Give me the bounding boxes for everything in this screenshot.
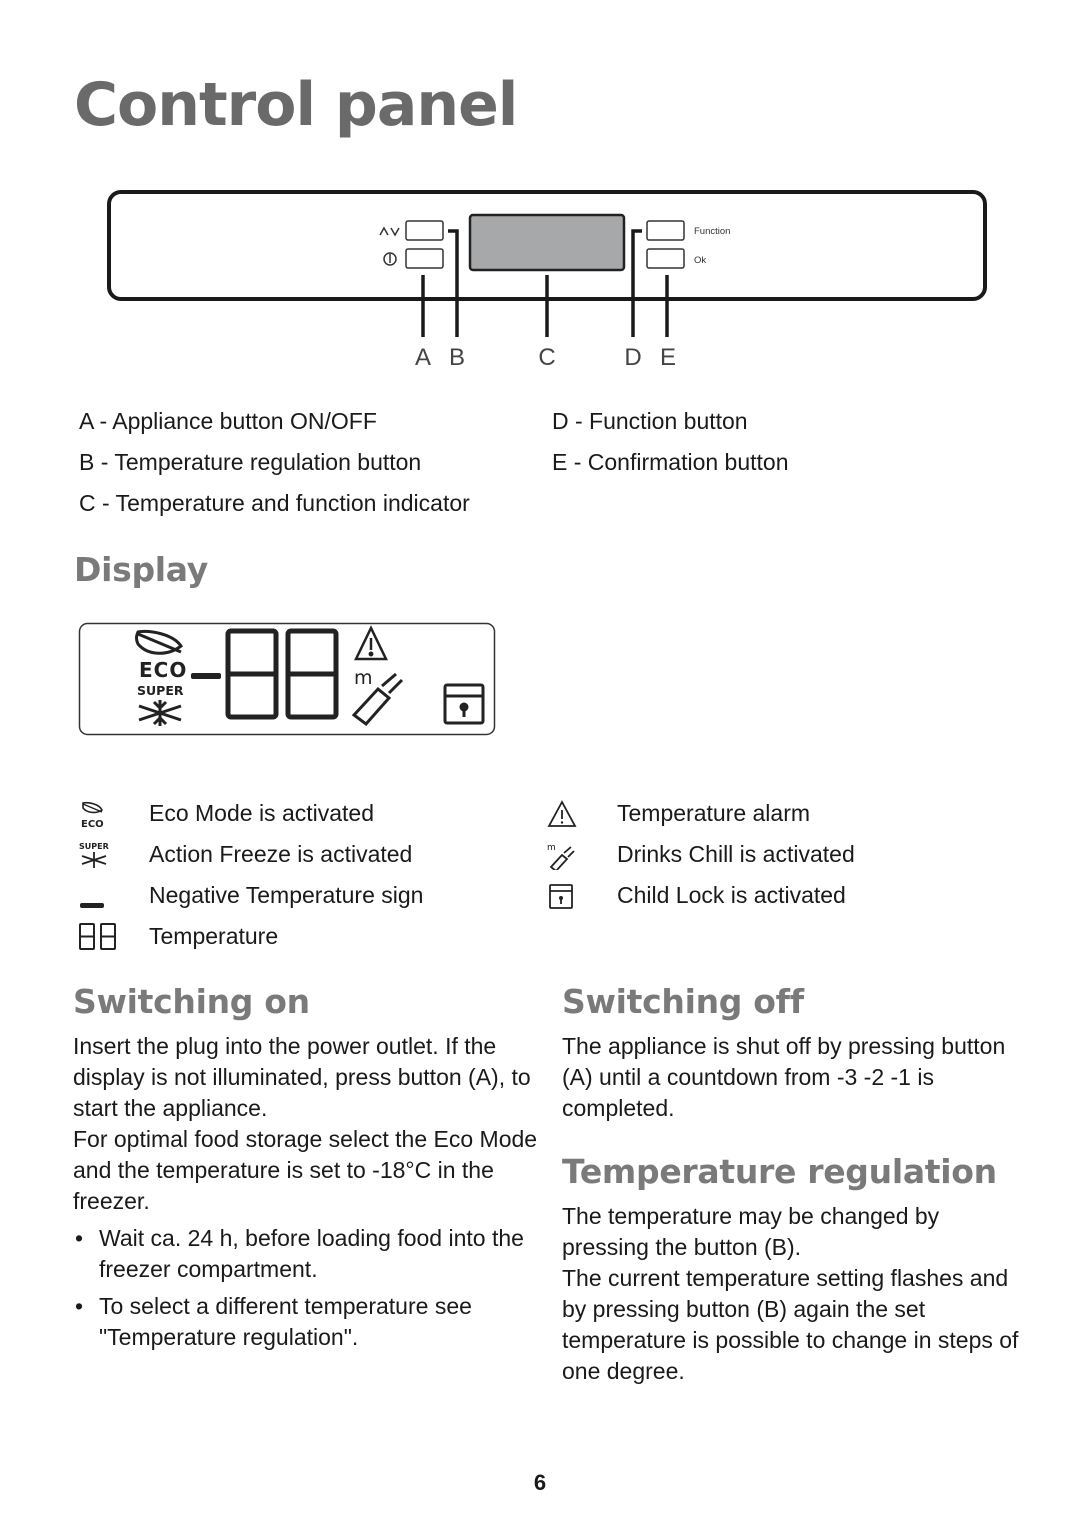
display-illustration — [78, 622, 498, 738]
icon-desc-negative: Negative Temperature sign — [149, 882, 424, 908]
button-b-rect — [406, 221, 443, 240]
legend-left — [79, 401, 470, 524]
display-heading: Display — [74, 550, 208, 589]
super-label: SUPER — [137, 683, 184, 698]
page-title: Control panel — [74, 70, 518, 140]
eco-label: ECO — [139, 658, 188, 682]
function-label: Function — [694, 226, 731, 237]
icon-desc-eco: Eco Mode is activated — [149, 800, 375, 826]
legend-item-d: D - Function button — [552, 408, 748, 434]
icon-desc-super: Action Freeze is activated — [149, 841, 413, 867]
legend-item-c: C - Temperature and function indicator — [79, 490, 470, 516]
switching-off-heading: Switching off — [562, 982, 804, 1021]
snowflake-icon — [139, 700, 181, 726]
display-window — [470, 215, 624, 270]
bullet-item: • Wait ca. 24 h, before loading food into the freezer compartment. — [73, 1223, 543, 1285]
svg-text:SUPER: SUPER — [79, 841, 109, 851]
icon-desc-temperature: Temperature — [149, 923, 279, 949]
letter-a: A — [414, 344, 432, 371]
svg-text:m: m — [547, 842, 556, 853]
legend-item-b: B - Temperature regulation button — [79, 449, 422, 475]
icon-row-negative — [79, 875, 423, 916]
m-label: m — [354, 667, 373, 689]
eco-icon — [79, 793, 149, 834]
child-lock-icon — [547, 875, 617, 916]
switching-on-heading: Switching on — [73, 982, 310, 1021]
bullet-item: • To select a different temperature see "Temperature regulation". — [73, 1291, 543, 1353]
ok-label: Ok — [694, 255, 707, 266]
super-freeze-icon — [79, 834, 149, 875]
icon-row-super — [79, 834, 412, 875]
icon-row-temperature — [79, 916, 278, 957]
switching-on-text — [73, 1031, 543, 1359]
digit-1 — [228, 631, 276, 717]
switching-on-bullets — [73, 1223, 543, 1353]
icon-desc-lock: Child Lock is activated — [617, 882, 846, 908]
alarm-icon — [547, 793, 617, 834]
icon-desc-alarm: Temperature alarm — [617, 800, 811, 826]
switching-on-p2: For optimal food storage select the Eco Mode and the temperature is set to -18°C in the freezer. — [73, 1126, 538, 1214]
legend-item-e: E - Confirmation button — [552, 449, 789, 475]
up-down-symbol-icon — [380, 228, 399, 235]
button-e-rect — [647, 249, 684, 268]
icon-desc-drinks: Drinks Chill is activated — [617, 841, 855, 867]
legend-item-a: A - Appliance button ON/OFF — [79, 408, 377, 434]
page-number: 6 — [533, 1470, 547, 1495]
legend-right — [552, 401, 789, 483]
temperature-digits-icon — [79, 916, 149, 957]
negative-sign-segment — [191, 673, 221, 679]
letter-b: B — [448, 344, 466, 371]
letter-e: E — [659, 344, 677, 371]
button-a-rect — [406, 249, 443, 268]
switching-on-p1: Insert the plug into the power outlet. If the display is not illuminated, press button (A), to start the appliance. — [73, 1033, 531, 1121]
power-symbol-icon — [384, 253, 396, 265]
svg-text:ECO: ECO — [81, 818, 104, 829]
temp-reg-p2: The current temperature setting flashes and by pressing button (B) again the set temperature is possible to change in steps of one degree. — [562, 1265, 1019, 1384]
icon-row-alarm — [547, 793, 810, 834]
letter-d: D — [624, 344, 642, 371]
digit-2 — [288, 631, 336, 717]
child-lock-box-icon — [445, 685, 483, 723]
icon-row-lock — [547, 875, 846, 916]
temp-reg-p1: The temperature may be changed by pressing the button (B). — [562, 1203, 940, 1260]
control-panel-diagram — [100, 185, 995, 375]
eco-leaf-icon — [137, 632, 182, 654]
temperature-regulation-text — [562, 1201, 1022, 1387]
negative-sign-icon — [79, 875, 149, 916]
switching-off-text — [562, 1031, 1012, 1124]
icon-row-drinks — [547, 834, 855, 875]
button-d-rect — [647, 221, 684, 240]
switching-off-p1: The appliance is shut off by pressing button (A) until a countdown from -3 -2 -1 is completed. — [562, 1033, 1006, 1121]
letter-c: C — [538, 344, 556, 371]
temperature-regulation-heading: Temperature regulation — [562, 1152, 997, 1191]
alarm-triangle-icon — [356, 628, 386, 659]
icon-row-eco — [79, 793, 374, 834]
drinks-chill-icon — [547, 834, 617, 875]
